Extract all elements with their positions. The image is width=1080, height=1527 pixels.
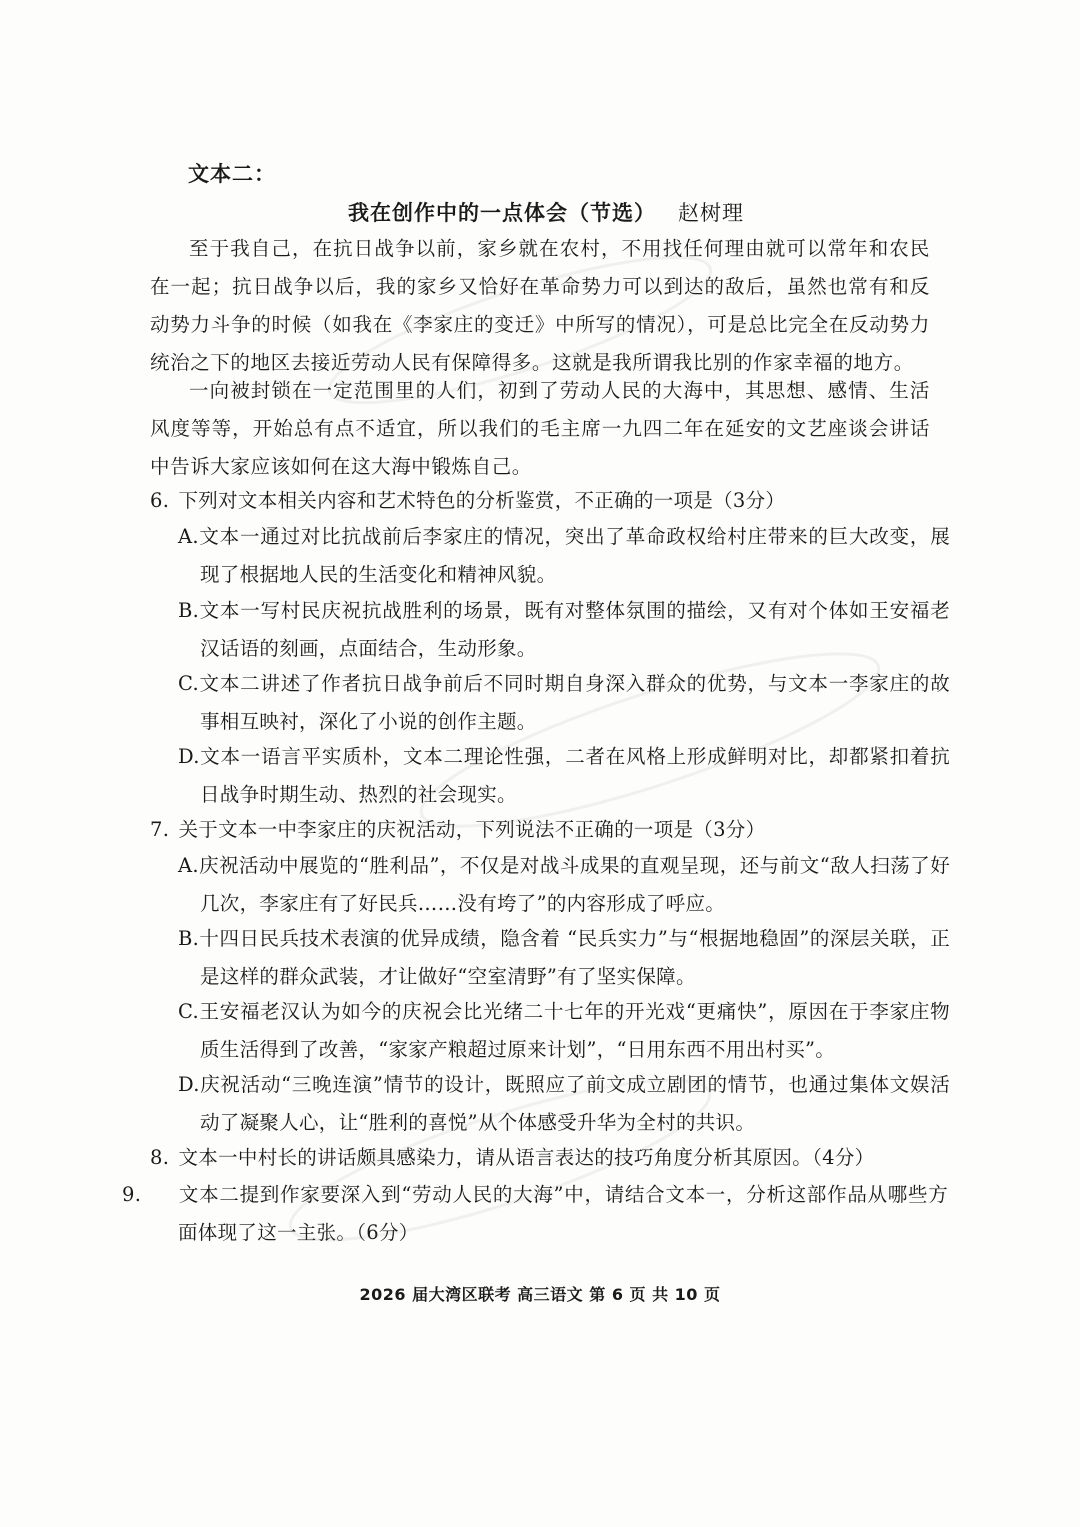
essay-title	[348, 197, 744, 227]
question-7-option-d: D.庆祝活动“三晚连演”情节的设计，既照应了前文成立剧团的情节，也通过集体文娱活动了凝聚人心，让“胜利的喜悦”从个体感受升华为全村的共识。	[178, 1073, 950, 1134]
question-text: 关于文本一中李家庄的庆祝活动，下列说法不正确的一项是（3分）	[178, 818, 766, 841]
question-8-stem	[150, 1139, 940, 1177]
essay-title-text: 我在创作中的一点体会（节选）	[348, 201, 656, 225]
question-7-stem	[150, 811, 940, 849]
question-6-option-d: D.文本一语言平实质朴，文本二理论性强，二者在风格上形成鲜明对比，却都紧扣着抗日战争时期生动、热烈的社会现实。	[178, 745, 950, 806]
essay-paragraph: 一向被封锁在一定范围里的人们，初到了劳动人民的大海中，其思想、感情、生活风度等等，开始总有点不适宜，所以我们的毛主席一九四二年在延安的文艺座谈会讲话中告诉大家应该如何在这大海中锻炼自己。	[150, 379, 930, 478]
question-text: 文本一中村长的讲话颇具感染力，请从语言表达的技巧角度分析其原因。（4分）	[178, 1146, 875, 1169]
question-6-option-c: C.文本二讲述了作者抗日战争前后不同时期自身深入群众的优势，与文本一李家庄的故事相互映衬，深化了小说的创作主题。	[178, 672, 950, 733]
question-6-stem	[150, 482, 940, 520]
page-footer: 2026 届大湾区联考 高三语文 第 6 页 共 10 页	[359, 1285, 721, 1304]
essay-author: 赵树理	[678, 201, 744, 225]
section-label: 文本二：	[188, 162, 276, 186]
question-text: 下列对文本相关内容和艺术特色的分析鉴赏，不正确的一项是（3分）	[178, 489, 786, 512]
question-6-option-b: B.文本一写村民庆祝抗战胜利的场景，既有对整体氛围的描绘，又有对个体如王安福老汉话语的刻画，点面结合，生动形象。	[178, 599, 950, 660]
question-text: 文本二提到作家要深入到“劳动人民的大海”中，请结合文本一，分析这部作品从哪些方面体现了这一主张。（6分）	[178, 1183, 948, 1244]
question-number: 7.	[150, 818, 170, 841]
essay-paragraph: 至于我自己，在抗日战争以前，家乡就在农村，不用找任何理由就可以常年和农民在一起；抗日战争以后，我的家乡又恰好在革命势力可以到达的敌后，虽然也常有和反动势力斗争的时候（如我在《李家庄的变迁》中所写的情况），可是总比完全在反动势力统治之下的地区去接近劳动人民有保障得多。这就是我所谓我比别的作家幸福的地方。	[150, 237, 930, 374]
question-number: 9.	[122, 1183, 142, 1206]
question-number: 8.	[150, 1146, 170, 1169]
question-6-option-a: A.文本一通过对比抗战前后李家庄的情况，突出了革命政权给村庄带来的巨大改变，展现了根据地人民的生活变化和精神风貌。	[178, 525, 950, 586]
question-7-option-a: A.庆祝活动中展览的“胜利品”，不仅是对战斗成果的直观呈现，还与前文“敌人扫荡了好几次，李家庄有了好民兵……没有垮了”的内容形成了呼应。	[178, 854, 950, 915]
question-number: 6.	[150, 489, 170, 512]
question-7-option-b: B.十四日民兵技术表演的优异成绩，隐含着 “民兵实力”与“根据地稳固”的深层关联，正是这样的群众武装，才让做好“空室清野”有了坚实保障。	[178, 927, 950, 988]
question-7-option-c: C.王安福老汉认为如今的庆祝会比光绪二十七年的开光戏“更痛快”，原因在于李家庄物质生活得到了改善，“家家产粮超过原来计划”，“日用东西不用出村买”。	[178, 1000, 950, 1061]
question-9-stem	[122, 1176, 948, 1252]
